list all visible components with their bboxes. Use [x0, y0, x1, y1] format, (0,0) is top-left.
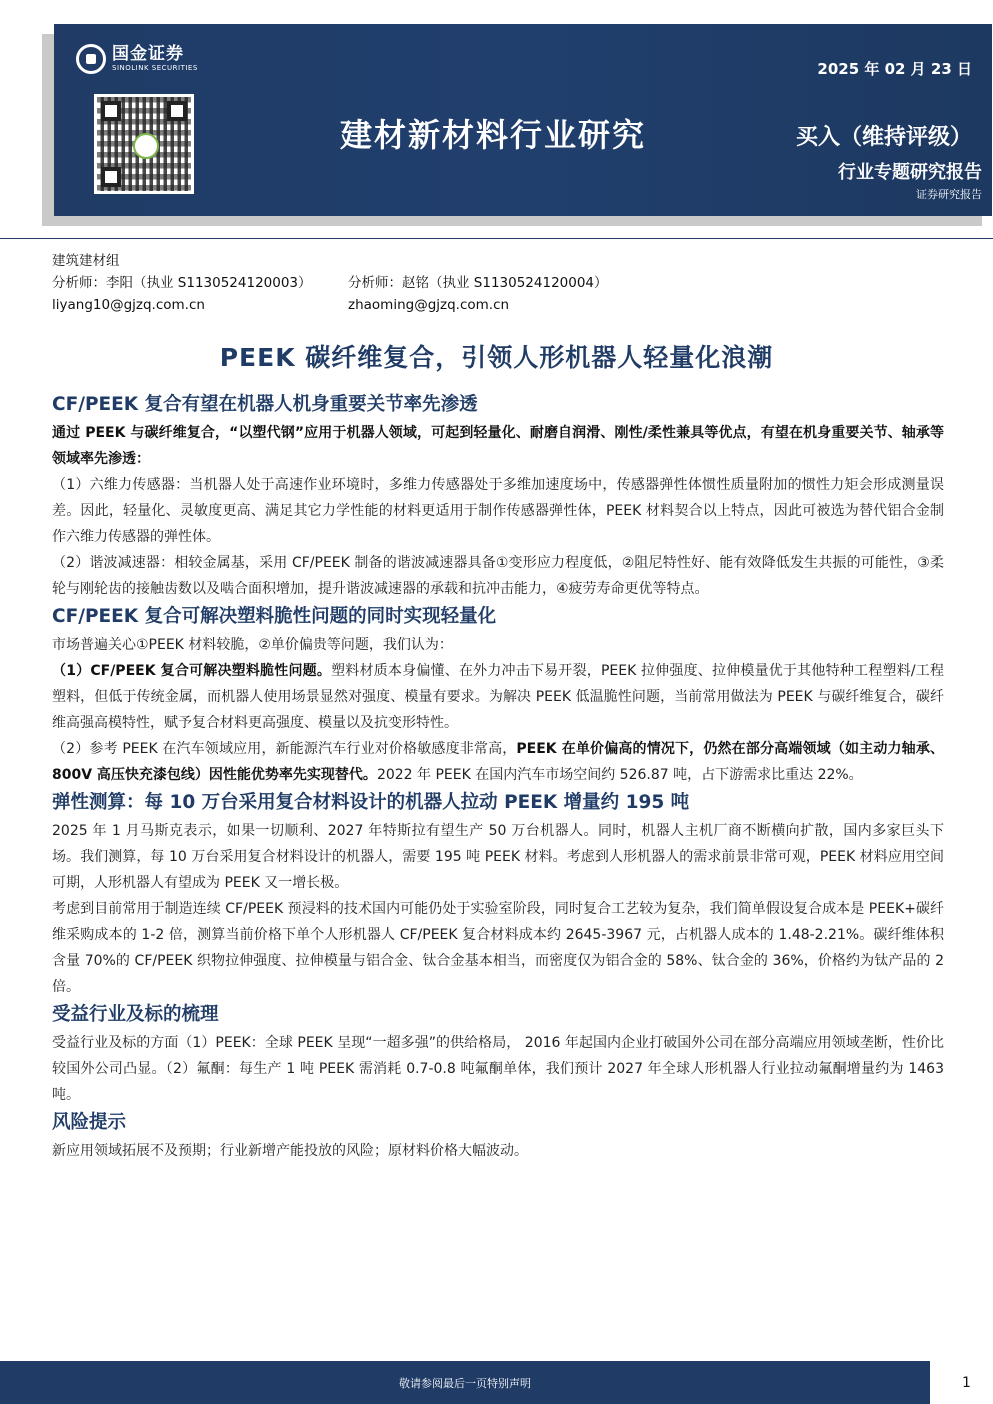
logo-icon	[76, 44, 106, 74]
s2-paragraph-2	[52, 736, 944, 788]
report-kind: 证券研究报告	[916, 188, 982, 201]
analyst-group: 建筑建材组	[52, 253, 120, 269]
s2-paragraph-1	[52, 658, 944, 736]
s4-paragraph-1: 受益行业及标的方面（1）PEEK：全球 PEEK 呈现“一超多强”的供给格局， 2016 年起国内企业打破国外公司在部分高端应用领域垄断，性价比较国外公司凸显。（2）氟酮：每生产 1 吨 PEEK 需消耗 0.7-0.8 吨氟酮单体，我们预计 2027 年全球人形机器人行业拉动氟酮增量约为 1463 吨。	[52, 1035, 944, 1103]
header-banner	[54, 24, 992, 216]
s1-paragraph-2: （2）谐波减速器：相较金属基，采用 CF/PEEK 制备的谐波减速器具备①变形应力程度低，②阻尼特性好、能有效降低发生共振的可能性，③柔轮与刚轮齿的接触齿数以及啮合面积增加，提升谐波减速器的承载和抗冲击能力，④疲劳寿命更优等特点。	[52, 555, 944, 597]
report-date: 2025 年 02 月 23 日	[817, 60, 972, 78]
footer-bar	[0, 1361, 930, 1404]
logo-cn: 国金证券	[112, 44, 184, 64]
s2-p1-rest: 塑料材质本身偏懂、在外力冲击下易开裂，PEEK 拉伸强度、拉伸模量优于其他特种工程塑料/工程塑料，但低于传统金属，而机器人使用场景显然对强度、模量有要求。为解决 PEEK 低温脆性问题，当前常用做法为 PEEK 与碳纤维复合，碳纤维高强高模特性，赋予复合材料更高强度、模量以及抗变形特性。	[52, 663, 944, 731]
section-heading-2: CF/PEEK 复合可解决塑料脆性问题的同时实现轻量化	[52, 606, 497, 627]
s2-p2-pre: （2）参考 PEEK 在汽车领域应用，新能源汽车行业对价格敏感度非常高，	[52, 741, 517, 757]
s5-paragraph-1: 新应用领域拓展不及预期；行业新增产能投放的风险；原材料价格大幅波动。	[52, 1143, 528, 1159]
s3-paragraph-1: 2025 年 1 月马斯克表示，如果一切顺利、2027 年特斯拉有望生产 50 万台机器人。同时，机器人主机厂商不断横向扩散，国内多家巨头下场。我们测算，每 10 万台采用复合材料设计的机器人，需要 195 吨 PEEK 材料。考虑到人形机器人的需求前景非常可观，PEEK 材料应用空间可期，人形机器人有望成为 PEEK 又一增长极。	[52, 823, 944, 891]
header-rule	[0, 238, 993, 239]
footer-disclaimer: 敬请参阅最后一页特别声明	[399, 1376, 531, 1390]
section-heading-5: 风险提示	[52, 1112, 127, 1133]
section-heading-1: CF/PEEK 复合有望在机器人机身重要关节率先渗透	[52, 394, 478, 415]
s1-paragraph-1: （1）六维力传感器：当机器人处于高速作业环境时，多维力传感器处于多维加速度场中，传感器弹性体惯性质量附加的惯性力矩会形成测量误差。因此，轻量化、灵敏度更高、满足其它力学性能的材料更适用于制作传感器弹性体，PEEK 材料契合以上特点，因此可被选为替代铝合金制作六维力传感器的弹性体。	[52, 477, 944, 545]
rating: 买入（维持评级）	[795, 125, 972, 150]
analyst-1: 分析师：李阳（执业 S1130524120003）	[52, 275, 312, 291]
analyst-2: 分析师：赵铭（执业 S1130524120004）	[348, 275, 608, 291]
s2-p2-bold: PEEK 在单价偏高的情况下，仍然在部分高端领域（如主动力轴承、800V 高压快充漆包线）因性能优势率先实现替代。	[52, 741, 944, 783]
section-heading-4: 受益行业及标的梳理	[52, 1004, 219, 1025]
section-heading-3: 弹性测算：每 10 万台采用复合材料设计的机器人拉动 PEEK 增量约 195 吨	[52, 792, 690, 813]
logo-en: SINOLINK SECURITIES	[112, 64, 198, 72]
s2-intro: 市场普遍关心①PEEK 材料较脆，②单价偏贵等问题，我们认为：	[52, 637, 453, 653]
company-logo	[76, 44, 198, 74]
analyst-block	[52, 250, 608, 316]
page-number: 1	[962, 1375, 971, 1391]
s2-p1-bold: （1）CF/PEEK 复合可解决塑料脆性问题。	[52, 663, 332, 679]
report-body	[52, 390, 944, 1164]
report-type: 行业专题研究报告	[838, 162, 982, 183]
qr-code-icon	[94, 94, 194, 194]
s1-intro: 通过 PEEK 与碳纤维复合，“以塑代钢”应用于机器人领域，可起到轻量化、耐磨自润滑、刚性/柔性兼具等优点，有望在机身重要关节、轴承等领域率先渗透：	[52, 425, 944, 467]
report-title: 建材新材料行业研究	[340, 116, 647, 154]
analyst-1-email[interactable]: liyang10@gjzq.com.cn	[52, 297, 205, 313]
s2-p2-rest: 2022 年 PEEK 在国内汽车市场空间约 526.87 吨，占下游需求比重达 22%。	[376, 767, 863, 783]
analyst-2-email[interactable]: zhaoming@gjzq.com.cn	[348, 297, 510, 313]
s3-paragraph-2: 考虑到目前常用于制造连续 CF/PEEK 预浸料的技术国内可能仍处于实验室阶段，同时复合工艺较为复杂，我们简单假设复合成本是 PEEK+碳纤维采购成本的 1-2 倍，测算当前价格下单个人形机器人 CF/PEEK 复合材料成本约 2645-3967 元，占机器人成本的 1.48-2.21%。碳纤维体积含量 70%的 CF/PEEK 织物拉伸强度、拉伸模量与铝合金、钛合金基本相当，而密度仅为铝合金的 58%、钛合金的 36%，价格约为钛产品的 2 倍。	[52, 901, 944, 995]
main-title: PEEK 碳纤维复合，引领人形机器人轻量化浪潮	[219, 343, 774, 372]
